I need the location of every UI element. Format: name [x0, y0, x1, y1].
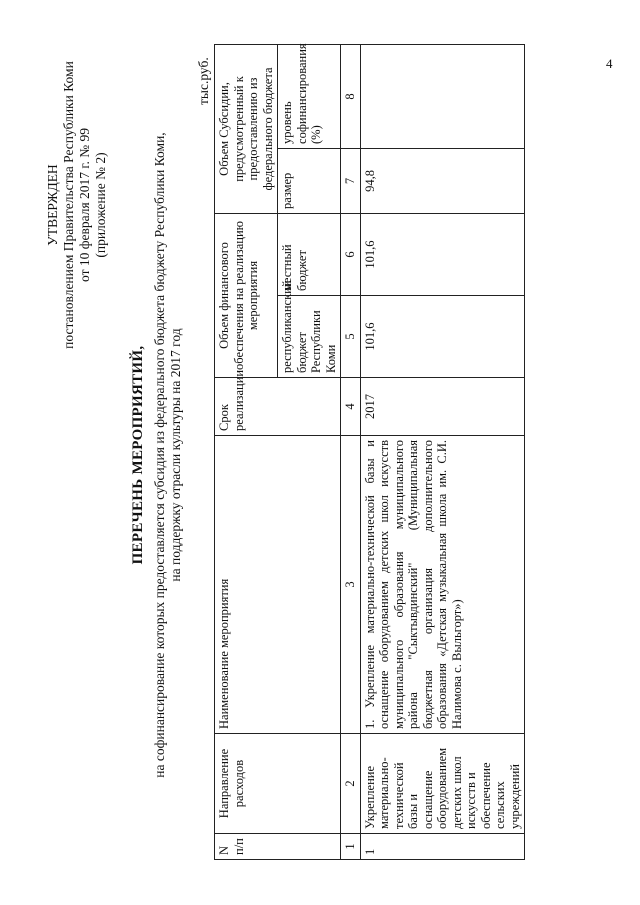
column-number: 3: [341, 436, 361, 734]
column-number: 2: [341, 734, 361, 834]
row-direction: Укрепление материально-технической базы и оснащение оборудованием детских школ искусств и обеспечение сельских учреждений: [360, 734, 525, 834]
document-subtitle: [152, 65, 184, 845]
row-level: [360, 44, 525, 148]
header-term: Срок реализации: [215, 378, 341, 436]
approval-line: постановлением Правительства Республики Коми: [61, 61, 76, 349]
header-funding-republic: республиканский бюджет Республики Коми: [278, 296, 341, 378]
subtitle-line: на софинансирование которых предоставляется субсидия из федерального бюджета бюджету Республики Коми,: [152, 132, 167, 778]
measures-table: [214, 44, 525, 860]
header-num: N п/п: [215, 834, 341, 860]
approval-stamp: [45, 45, 109, 365]
header-funding-local: местный бюджет: [278, 213, 341, 295]
column-numbers-row: [341, 44, 361, 859]
header-funding: Объем финансового обеспечения на реализацию мероприятия: [215, 213, 278, 377]
approval-line: УТВЕРЖДЕН: [45, 164, 60, 246]
header-direction: Направление расходов: [215, 734, 341, 834]
page-number: 4: [606, 56, 613, 71]
header-name: Наименование мероприятия: [215, 436, 341, 734]
column-number: 4: [341, 378, 361, 436]
row-size: 94,8: [360, 148, 525, 213]
header-subsidy-level: уровень софинансирования (%): [278, 44, 341, 148]
approval-line: (приложение № 2): [93, 152, 108, 258]
header-subsidy: Объем Субсидии, предусмотренный к предоставлению из федерального бюджета: [215, 44, 278, 213]
column-number: 8: [341, 44, 361, 148]
subtitle-line: на поддержку отрасли культуры на 2017 год: [168, 328, 183, 582]
header-subsidy-size: размер: [278, 148, 341, 213]
column-number: 1: [341, 834, 361, 860]
column-number: 7: [341, 148, 361, 213]
row-name: 1. Укрепление материально-технической базы и оснащение оборудованием детских школ искусств муниципального образования муниципального района "Сыктывдинский" (Муниципальная бюджетная организация дополнительного образования «Детская музыкальная школа им. С.И. Налимова с. Выльгорт»): [360, 436, 525, 734]
document-title: ПЕРЕЧЕНЬ МЕРОПРИЯТИЙ,: [130, 345, 146, 565]
table-row: [360, 44, 525, 859]
column-number: 6: [341, 213, 361, 295]
row-republic: 101,6: [360, 296, 525, 378]
column-number: 5: [341, 296, 361, 378]
units-label: тыс.руб.: [196, 57, 211, 105]
row-local: 101,6: [360, 213, 525, 295]
row-num: 1: [360, 834, 525, 860]
row-term: 2017: [360, 378, 525, 436]
approval-line: от 10 февраля 2017 г. № 99: [77, 128, 92, 282]
